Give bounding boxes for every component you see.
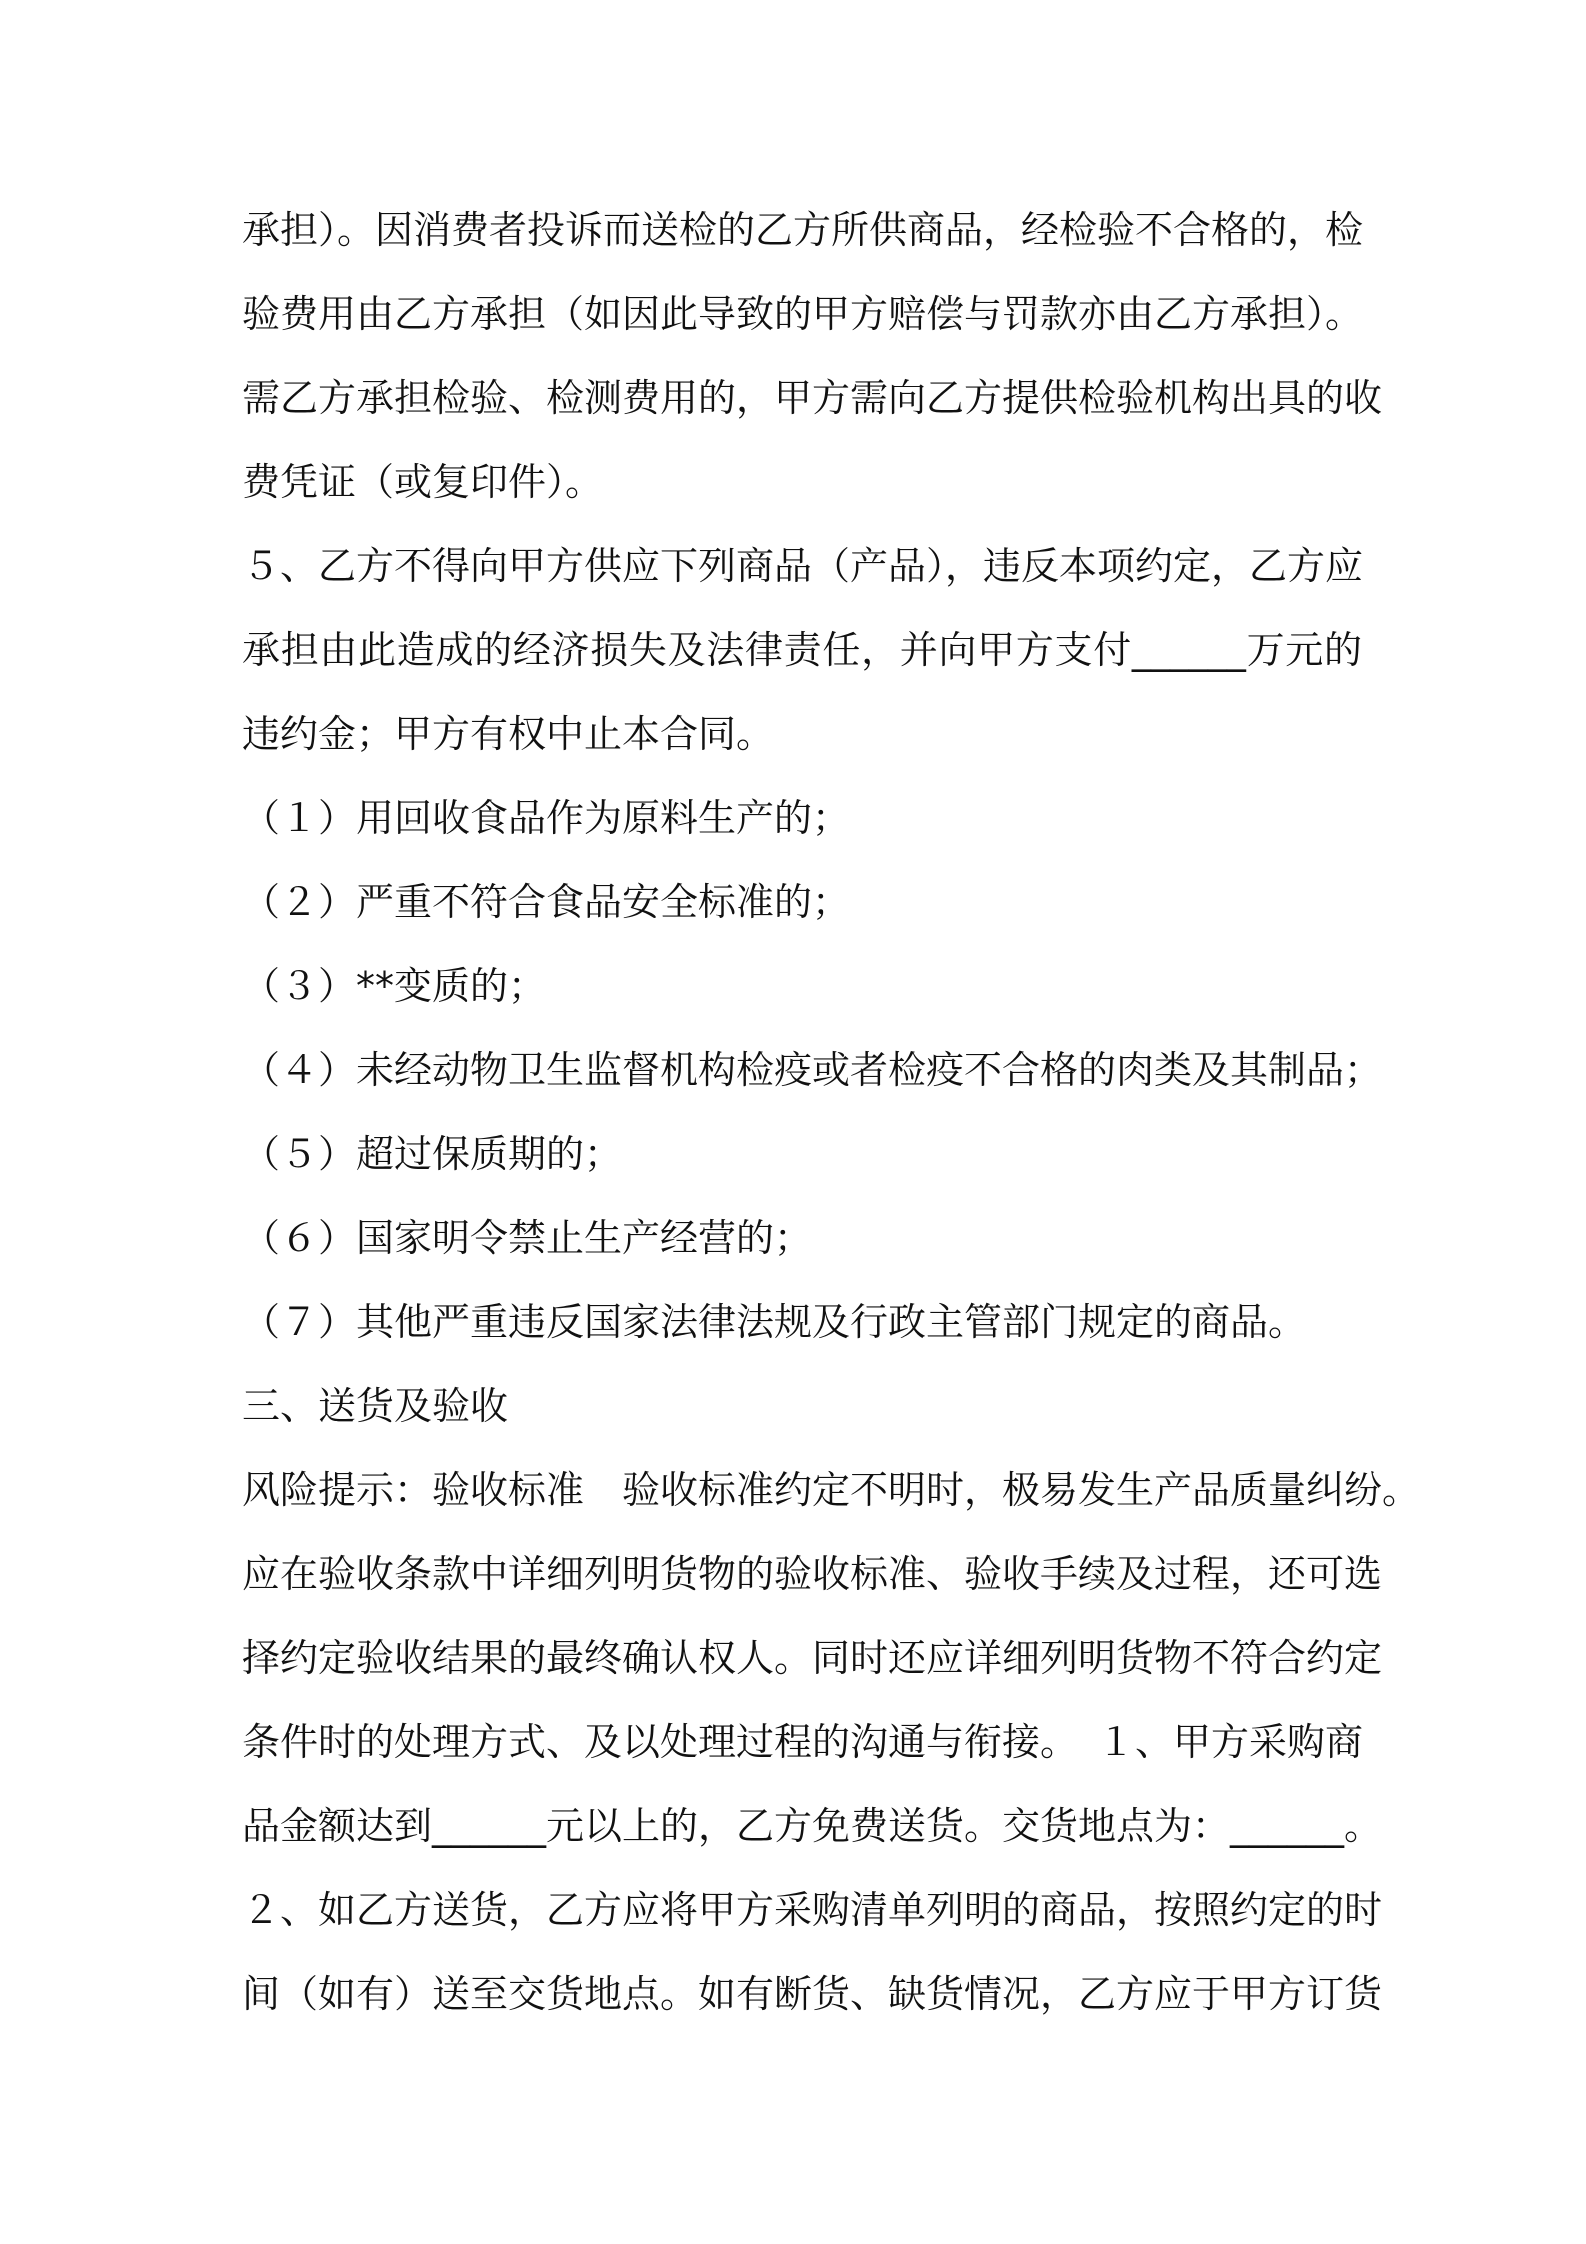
list-item: （７）其他严重违反国家法律法规及行政主管部门规定的商品。	[242, 1300, 1307, 1344]
list-item: （６）国家明令禁止生产经营的；	[242, 1216, 813, 1260]
delivery-clause-line: 间（如有）送至交货地点。如有断货、缺货情况，乙方应于甲方订货	[242, 1972, 1383, 2016]
risk-note-line: 应在验收条款中详细列明货物的验收标准、验收手续及过程，还可选	[242, 1552, 1383, 1596]
risk-note-line: 择约定验收结果的最终确认权人。同时还应详细列明货物不符合约定	[242, 1636, 1383, 1680]
clause-5-line: ５、乙方不得向甲方供应下列商品（产品），违反本项约定，乙方应	[242, 544, 1364, 588]
delivery-clause-line: ２、如乙方送货，乙方应将甲方采购清单列明的商品，按照约定的时	[242, 1888, 1383, 1932]
risk-note-line: 条件时的处理方式、及以处理过程的沟通与衔接。 １、甲方采购商	[242, 1720, 1364, 1764]
document-body	[242, 198, 1421, 2046]
clause-5-line: 违约金；甲方有权中止本合同。	[242, 712, 775, 756]
list-item: （２）严重不符合食品安全标准的；	[242, 880, 851, 924]
clause-5-line: 承担由此造成的经济损失及法律责任，并向甲方支付______万元的	[242, 628, 1362, 672]
list-item: （４）未经动物卫生监督机构检疫或者检疫不合格的肉类及其制品；	[242, 1048, 1383, 1092]
section-heading: 三、送货及验收	[242, 1384, 509, 1428]
risk-note-line: 风险提示：验收标准 验收标准约定不明时，极易发生产品质量纠纷。	[242, 1468, 1421, 1512]
paragraph-line: 费凭证（或复印件）。	[242, 460, 604, 504]
paragraph-line: 验费用由乙方承担（如因此导致的甲方赔偿与罚款亦由乙方承担）。	[242, 292, 1364, 336]
paragraph-line: 承担）。因消费者投诉而送检的乙方所供商品，经检验不合格的，检	[242, 208, 1364, 252]
list-item: （３）**变质的；	[242, 964, 547, 1008]
list-item: （１）用回收食品作为原料生产的；	[242, 796, 851, 840]
list-item: （５）超过保质期的；	[242, 1132, 623, 1176]
delivery-clause-line: 品金额达到______元以上的，乙方免费送货。交货地点为：______。	[242, 1804, 1383, 1848]
paragraph-line: 需乙方承担检验、检测费用的，甲方需向乙方提供检验机构出具的收	[242, 376, 1383, 420]
